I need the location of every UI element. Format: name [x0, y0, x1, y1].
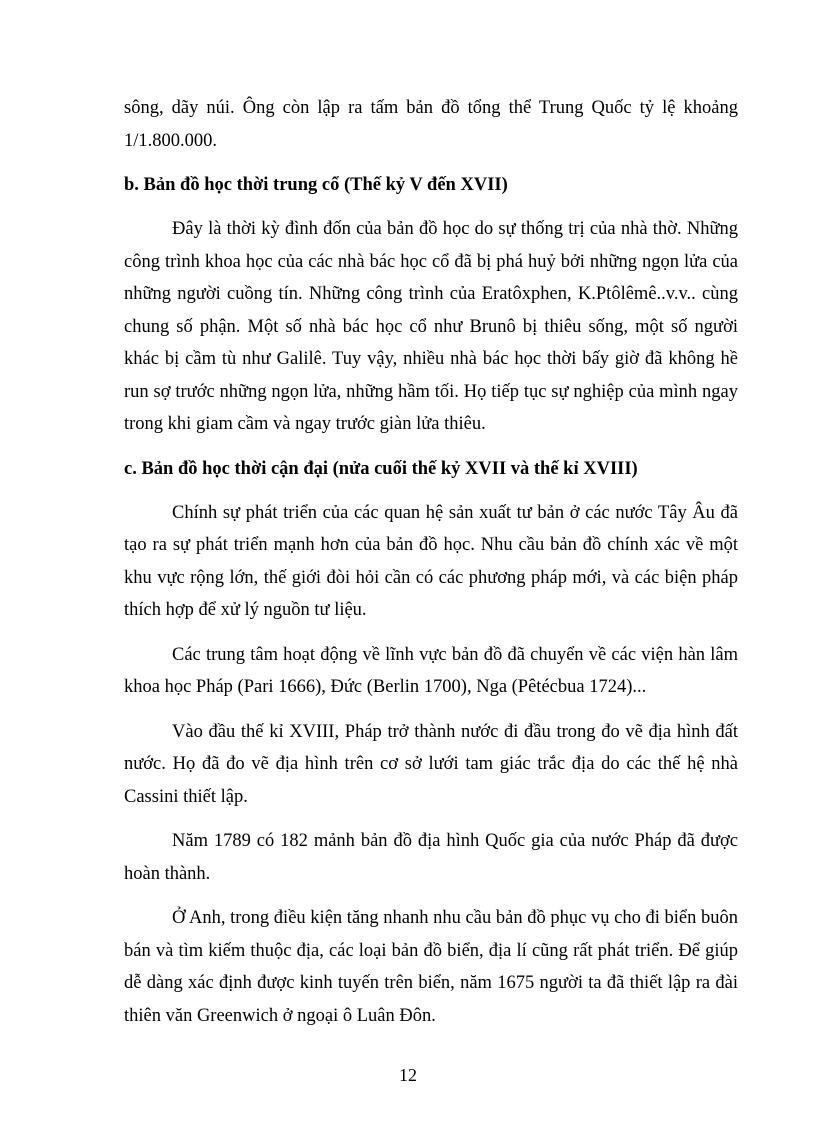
paragraph-capitalist-development: Chính sự phát triển của các quan hệ sản xuất tư bản ở các nước Tây Âu đã tạo ra sự phát triển mạnh hơn của bản đồ học. Nhu cầu bản đồ chính xác về một khu vực rộng lớn, thế giới đòi hỏi cần có các phương pháp mới, và các biện pháp thích hợp để xử lý nguồn tư liệu.: [124, 502, 738, 620]
section-heading-middle-ages: b. Bản đồ học thời trung cổ (Thế kỷ V đến XVII): [124, 175, 508, 195]
page-content: [124, 92, 738, 1044]
section-heading-early-modern: c. Bản đồ học thời cận đại (nửa cuối thế kỷ XVII và thế kỉ XVIII): [124, 458, 638, 479]
paragraph-middle-ages: Đây là thời kỳ đình đốn của bản đồ học do sự thống trị của nhà thờ. Những công trình khoa học của các nhà bác học cổ đã bị phá huỷ bởi những ngọn lửa của những người cuồng tín. Những công trình của Eratôxphen, K.Ptôlêmê..v.v.. cùng chung số phận. Một số nhà bác học cổ như Brunô bị thiêu sống, một số người khác bị cầm tù như Galilê. Tuy vậy, nhiều nhà bác học thời bấy giờ đã không hề run sợ trước những ngọn lửa, những hầm tối. Họ tiếp tục sự nghiệp của mình ngay trong khi giam cầm và ngay trước giàn lửa thiêu.: [124, 219, 738, 434]
paragraph-academies: Các trung tâm hoạt động về lĩnh vực bản đồ đã chuyển về các viện hàn lâm khoa học Pháp (Pari 1666), Đức (Berlin 1700), Nga (Pêtécbua 1724)...: [124, 644, 738, 697]
paragraph-england: Ở Anh, trong điều kiện tăng nhanh nhu cầu bản đồ phục vụ cho đi biển buôn bán và tìm kiếm thuộc địa, các loại bản đồ biển, địa lí cũng rất phát triển. Để giúp dễ dàng xác định được kinh tuyến trên biển, năm 1675 người ta đã thiết lập ra đài thiên văn Greenwich ở ngoại ô Luân Đôn.: [124, 908, 738, 1026]
page-number: 12: [399, 1065, 417, 1085]
paragraph-france-1789: Năm 1789 có 182 mảnh bản đồ địa hình Quốc gia của nước Pháp đã được hoàn thành.: [124, 831, 738, 884]
paragraph-continuation: sông, dãy núi. Ông còn lập ra tấm bản đồ tổng thể Trung Quốc tỷ lệ khoảng 1/1.800.000.: [124, 98, 738, 151]
paragraph-france-survey: Vào đầu thế kỉ XVIII, Pháp trở thành nước đi đầu trong đo vẽ địa hình đất nước. Họ đã đo vẽ địa hình trên cơ sở lưới tam giác trắc địa do các thế hệ nhà Cassini thiết lập.: [124, 721, 738, 807]
